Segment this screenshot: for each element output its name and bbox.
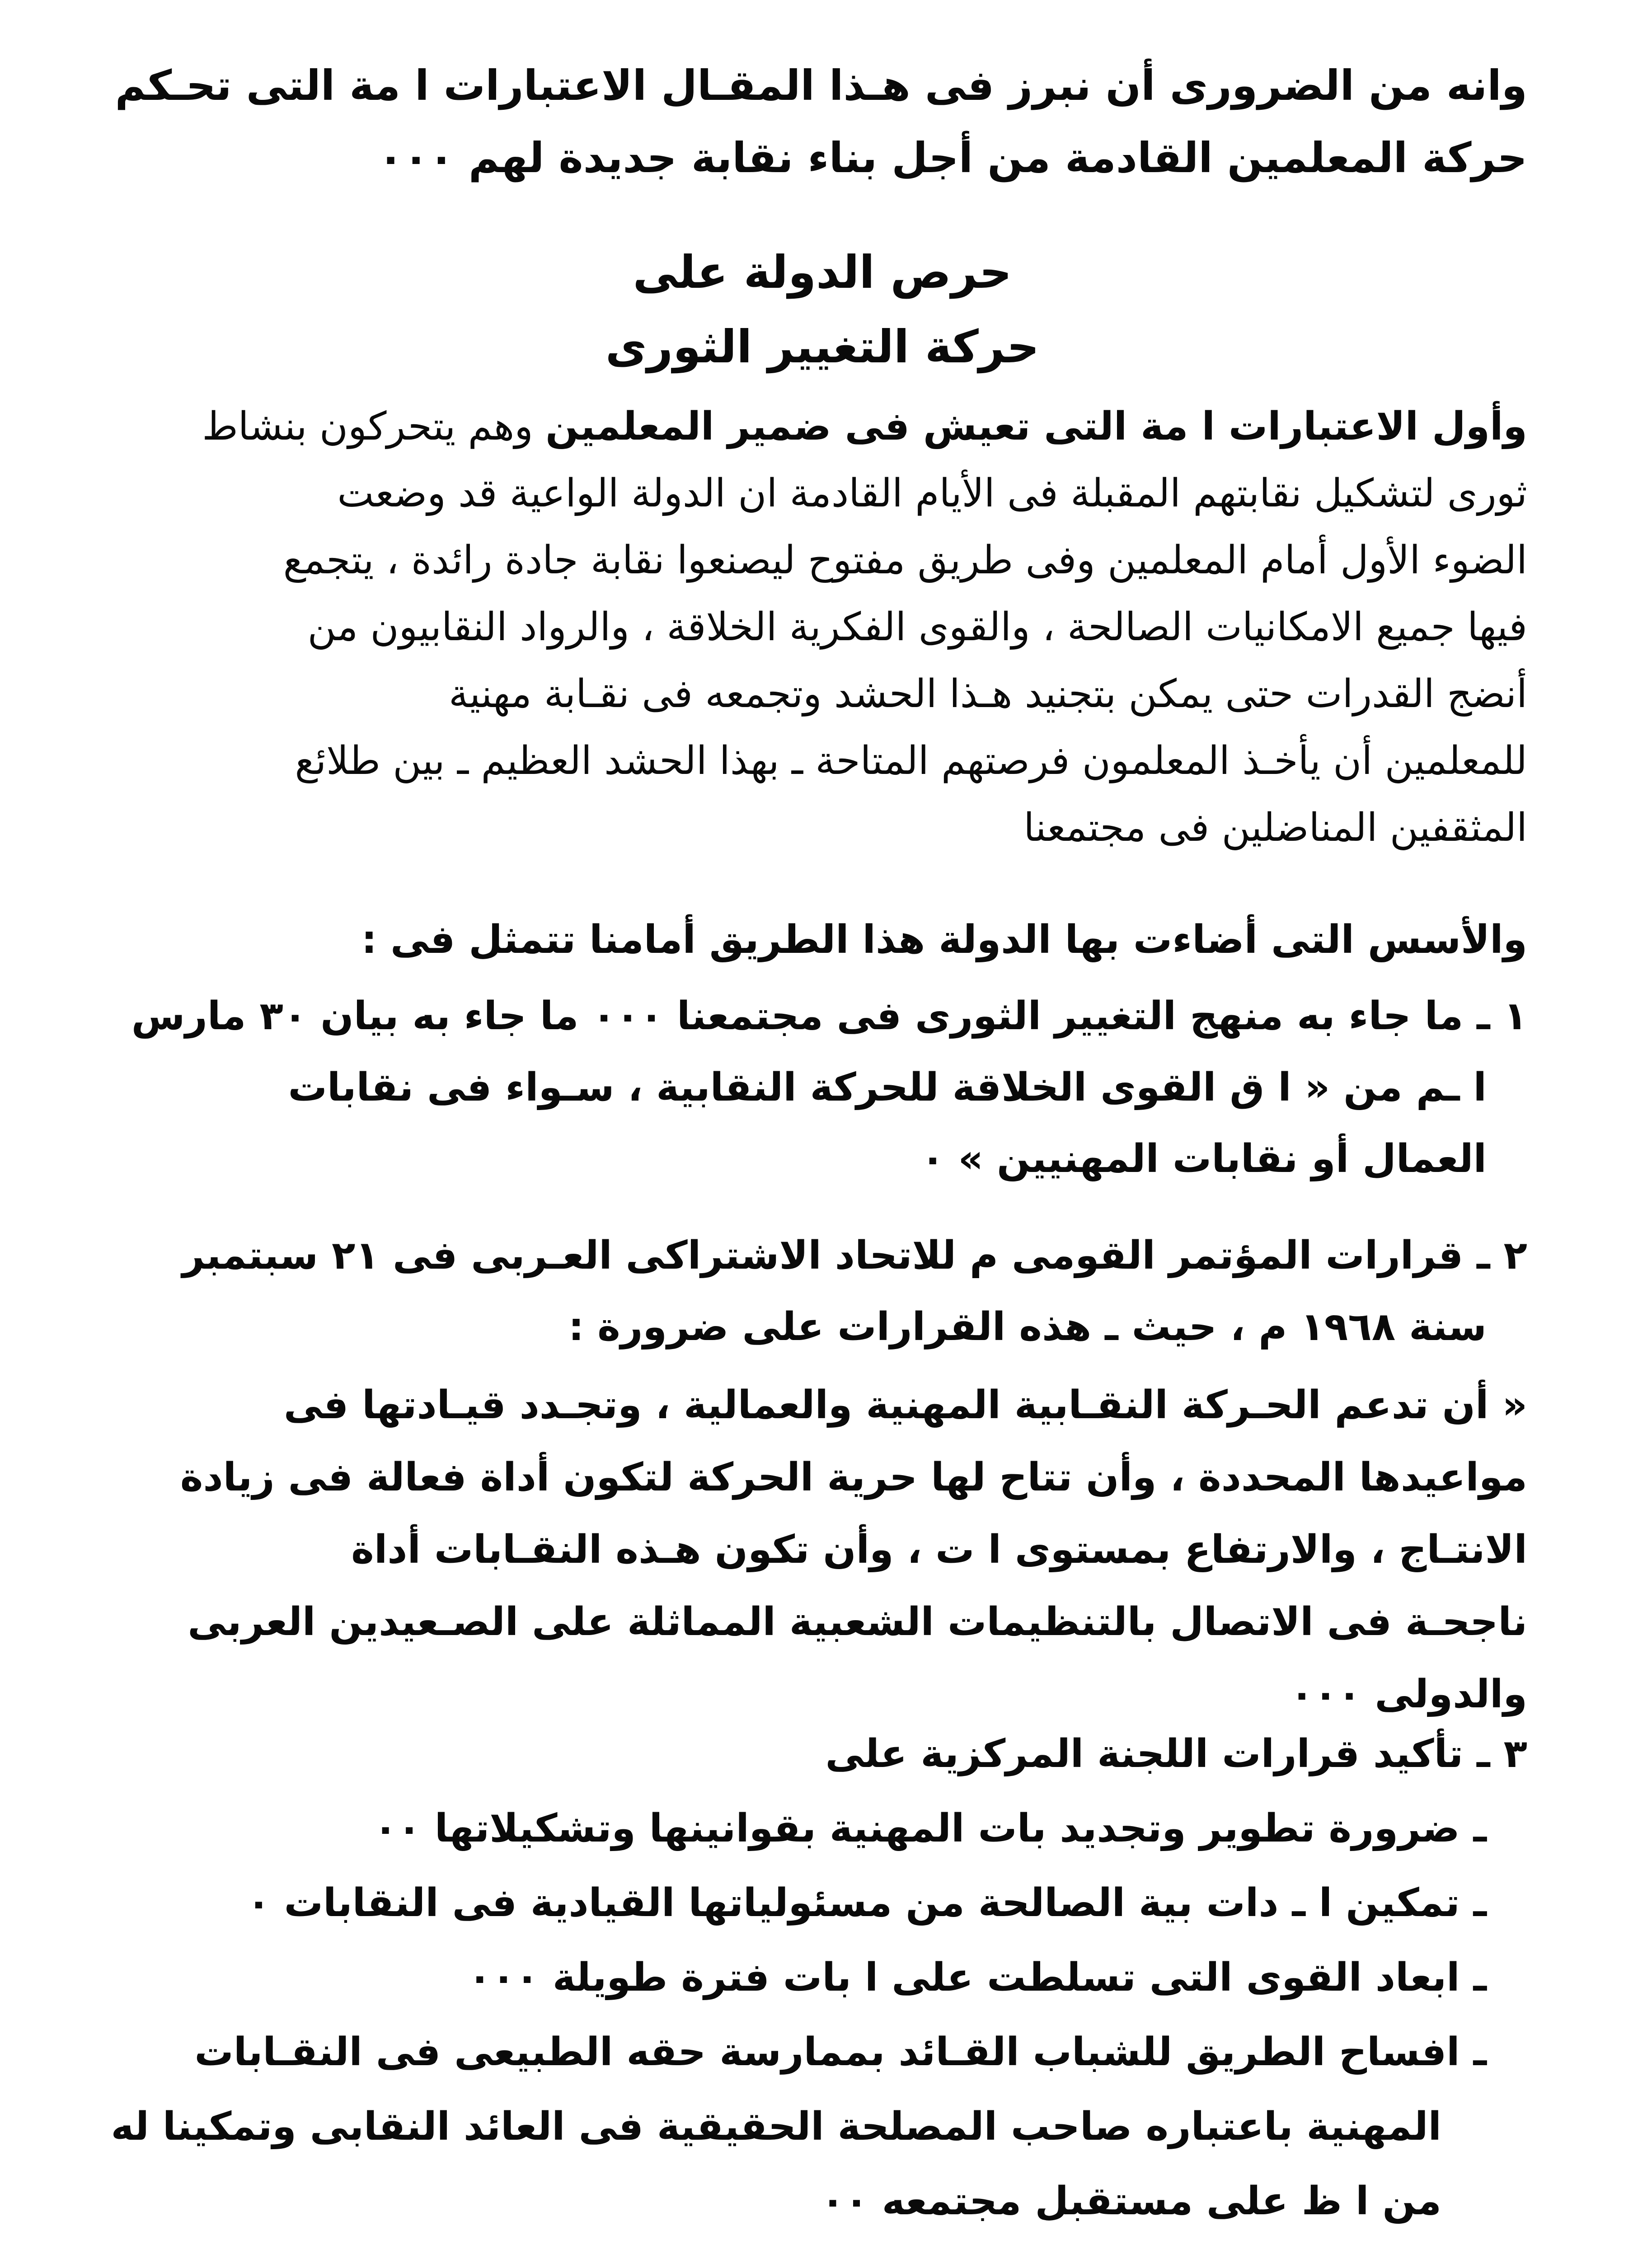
- foundations-intro-line: والأسس التى أضاءت بها الدولة هذا الطريق أمامنا تتمثل فى :: [361, 917, 1527, 962]
- list-item-1-line: العمال أو نقابات المهنيين » ٠: [921, 1136, 1487, 1181]
- list-item-3: [111, 1717, 1527, 2239]
- heading-line: حرص الدولة على: [633, 246, 1012, 299]
- quote-line: والدولى ٠٠٠: [1290, 1672, 1527, 1717]
- quote-line: الانتـاج ، والارتفاع بمستوى ا ت ، وأن تكون هـذه النقـابات أداة: [351, 1527, 1527, 1572]
- list-item-1: [117, 980, 1527, 1195]
- quoted-resolution: [117, 1369, 1527, 1730]
- intro-line: وانه من الضرورى أن نبرز فى هـذا المقـال الاعتبارات ا مة التى تحـكم: [115, 61, 1527, 110]
- list-item-3-title: ٣ ـ تأكيد قرارات اللجنة المركزية على: [825, 1731, 1527, 1776]
- paragraph-1: [117, 393, 1527, 861]
- list-item-2: [117, 1220, 1527, 1363]
- list-item-3-continuation: المهنية باعتباره صاحب المصلحة الحقيقية فى العائد النقابى وتمكينا له: [111, 2104, 1441, 2149]
- list-item-1-line: ا ـم من « ا ق القوى الخلاقة للحركة النقابية ، سـواء فى نقابات: [288, 1065, 1487, 1110]
- paragraph-1-line: فيها جميع الامكانيات الصالحة ، والقوى الفكرية الخلاقة ، والرواد النقابيون من: [307, 605, 1527, 650]
- document-page: [111, 50, 1527, 2259]
- list-item-3-bullet: ـ ابعاد القوى التى تسلطت على ا بات فترة طويلة ٠٠٠: [468, 1955, 1487, 2000]
- intro-line: حركة المعلمين القادمة من أجل بناء نقابة جديدة لهم ٠٠٠: [378, 134, 1527, 182]
- list-item-2-line: سنة ١٩٦٨ م ، حيث ـ هذه القرارات على ضرورة :: [568, 1304, 1487, 1350]
- intro-paragraph: [117, 50, 1527, 194]
- section-heading: [117, 235, 1527, 384]
- paragraph-1-lead: وأول الاعتبارات ا مة التى تعيش فى ضمير المعلمين: [545, 404, 1527, 449]
- list-item-3-bullet: ـ ضرورة تطوير وتجديد بات المهنية بقوانينها وتشكيلاتها ٠٠: [373, 1806, 1487, 1851]
- paragraph-1-lead-rest: وهم يتحركون بنشاط: [202, 404, 546, 449]
- heading-line: حركة التغيير الثورى: [605, 320, 1040, 373]
- foundations-intro: [117, 904, 1527, 976]
- list-item-1-line: ١ ـ ما جاء به منهج التغيير الثورى فى مجتمعنا ٠٠٠ ما جاء به بيان ٣٠ مارس: [131, 994, 1527, 1039]
- paragraph-1-line: المثقفين المناضلين فى مجتمعنا: [1023, 805, 1527, 850]
- quote-line: « أن تدعم الحـركة النقـابية المهنية والعمالية ، وتجـدد قيـادتها فى: [283, 1383, 1527, 1428]
- list-item-3-bullet: ـ تمكين ا ـ دات بية الصالحة من مسئولياتها القيادية فى النقابات ٠: [247, 1880, 1487, 1926]
- list-item-3-continuation: من ا ظ على مستقبل مجتمعه ٠٠: [821, 2179, 1441, 2224]
- closing-paragraph: [117, 2254, 1527, 2259]
- closing-line: [117, 2254, 1527, 2259]
- list-item-3-bullet: ـ افساح الطريق للشباب القـائد بممارسة حقه الطبيعى فى النقـابات: [194, 2029, 1487, 2075]
- paragraph-1-line: الضوء الأول أمام المعلمين وفى طريق مفتوح ليصنعوا نقابة جادة رائدة ، يتجمع: [283, 538, 1527, 583]
- list-item-2-line: ٢ ـ قرارات المؤتمر القومى م للاتحاد الاشتراكى العـربى فى ٢١ سبتمبر: [182, 1233, 1527, 1278]
- paragraph-1-line: أنضج القدرات حتى يمكن بتجنيد هـذا الحشد وتجمعه فى نقـابة مهنية: [448, 671, 1527, 717]
- paragraph-1-line: للمعلمين أن يأخـذ المعلمون فرصتهم المتاحة ـ بهذا الحشد العظيم ـ بين طلائع: [295, 738, 1527, 783]
- quote-line: ناجحـة فى الاتصال بالتنظيمات الشعبية المماثلة على الصـعيدين العربى: [188, 1599, 1527, 1645]
- paragraph-1-line: ثورى لتشكيل نقابتهم المقبلة فى الأيام القادمة ان الدولة الواعية قد وضعت: [337, 471, 1527, 516]
- quote-line: مواعيدها المحددة ، وأن تتاح لها حرية الحركة لتكون أداة فعالة فى زيادة: [180, 1455, 1527, 1500]
